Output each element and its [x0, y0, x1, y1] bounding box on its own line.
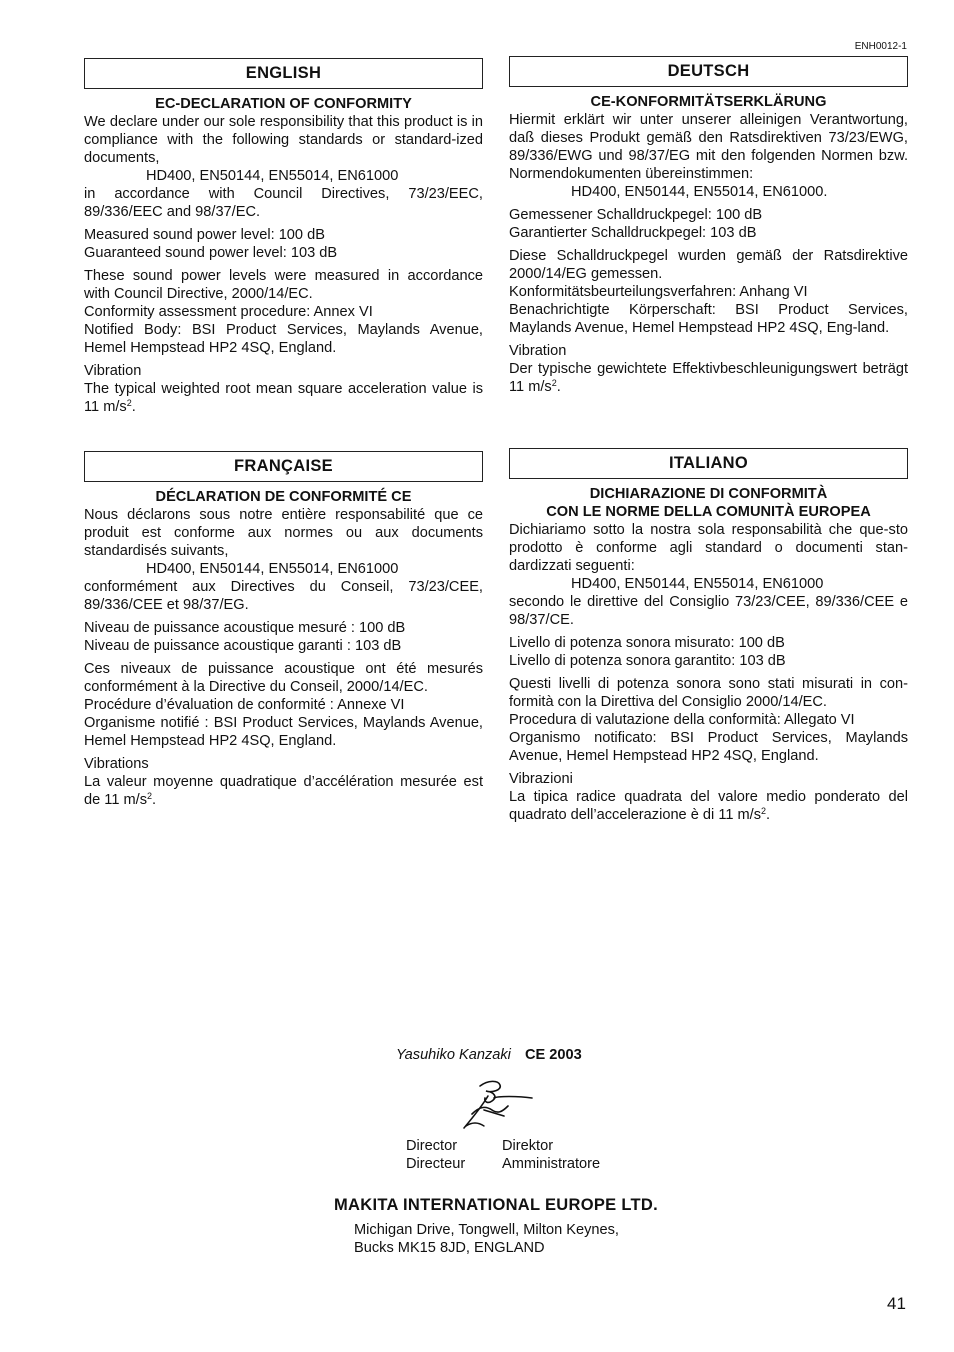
italiano-sup: 2 [761, 806, 767, 816]
address-line-2: Bucks MK15 8JD, ENGLAND [354, 1240, 545, 1256]
deutsch-p9-text: Der typische gewichtete Effektivbeschleunigungswert beträgt 11 m/s [509, 361, 908, 395]
italiano-p9-text: La tipica radice quadrata del valore medio ponderato del quadrato dell’accelerazione è di 11 m/s [509, 789, 908, 823]
francaise-p6: Procédure d’évaluation de conformité : Annexe VI [84, 697, 405, 713]
francaise-p9 [84, 773, 483, 809]
heading-francaise: DÉCLARATION DE CONFORMITÉ CE [155, 489, 412, 505]
italiano-p3: Livello di potenza sonora misurato: 100 dB [509, 635, 785, 651]
english-p9 [84, 380, 483, 416]
francaise-sup: 2 [147, 791, 153, 801]
italiano-p6: Procedura di valutazione della conformità: Allegato VI [509, 712, 855, 728]
italiano-p4: Livello di potenza sonora garantito: 103 dB [509, 653, 786, 669]
italiano-p7: Organismo notificato: BSI Product Services, Maylands Avenue, Hemel Hempstead HP2 4SQ, England. [509, 730, 908, 764]
english-p7: Notified Body: BSI Product Services, Maylands Avenue, Hemel Hempstead HP2 4SQ, England. [84, 322, 483, 356]
address-line-1: Michigan Drive, Tongwell, Milton Keynes, [354, 1222, 619, 1238]
lang-header-francaise: FRANÇAISE [84, 451, 483, 482]
english-p3: Measured sound power level: 100 dB [84, 227, 325, 243]
italiano-p8: Vibrazioni [509, 771, 573, 787]
english-p1: We declare under our sole responsibility that this product is in compliance with the following standards or standard-ized documents, [84, 114, 483, 166]
deutsch-p4: Garantierter Schalldruckpegel: 103 dB [509, 225, 757, 241]
document-id: ENH0012-1 [854, 41, 907, 52]
title-direktor: Direktor [502, 1138, 554, 1154]
deutsch-p7: Benachrichtigte Körperschaft: BSI Product Services, Maylands Avenue, Hemel Hempstead HP2 4SQ, Eng-land. [509, 302, 908, 336]
titles-col-1 [406, 1137, 465, 1173]
handwritten-signature [458, 1076, 534, 1132]
signatory-name: Yasuhiko Kanzaki [396, 1047, 511, 1063]
title-directeur: Directeur [406, 1156, 466, 1172]
heading-italiano-2: CON LE NORME DELLA COMUNITÀ EUROPEA [546, 504, 871, 520]
deutsch-end: . [556, 379, 561, 395]
deutsch-standards: HD400, EN50144, EN55014, EN61000. [571, 184, 828, 200]
italiano-p9 [509, 788, 908, 824]
francaise-p2: conformément aux Directives du Conseil, 73/23/CEE, 89/336/CEE et 98/37/EG. [84, 579, 483, 613]
italiano-p1: Dichiariamo sotto la nostra sola responsabilità che que-sto prodotto è conforme agli standard o documenti stan-dardizzati seguenti: [509, 522, 908, 574]
deutsch-sup: 2 [551, 378, 557, 388]
deutsch-p8: Vibration [509, 343, 567, 359]
italiano-end: . [766, 807, 771, 823]
francaise-p7: Organisme notifié : BSI Product Services, Maylands Avenue, Hemel Hempstead HP2 4SQ, England. [84, 715, 483, 749]
english-sup: 2 [126, 398, 132, 408]
title-director: Director [406, 1138, 458, 1154]
deutsch-p3: Gemessener Schalldruckpegel: 100 dB [509, 207, 763, 223]
italiano-standards: HD400, EN50144, EN55014, EN61000 [571, 576, 824, 592]
deutsch-p1: Hiermit erklärt wir unter unserer alleinigen Verantwortung, daß dieses Produkt gemäß den Ratsdirektiven 73/23/EWG, 89/336/EWG und 98/37/EG mit den folgenden Normen bzw. Normendokumenten übereinstimmen: [509, 112, 908, 182]
company-address [354, 1221, 619, 1257]
francaise-p1: Nous déclarons sous notre entière responsabilité que ce produit est conforme aux normes ou aux documents standardisés suivants, [84, 507, 483, 559]
english-p4: Guaranteed sound power level: 103 dB [84, 245, 338, 261]
section-english [84, 58, 483, 416]
english-p8: Vibration [84, 363, 142, 379]
english-p6: Conformity assessment procedure: Annex VI [84, 304, 373, 320]
francaise-p5: Ces niveaux de puissance acoustique ont été mesurés conformément à la Directive du Conseil, 2000/14/EC. [84, 661, 483, 695]
section-italiano [509, 448, 908, 824]
heading-deutsch: CE-KONFORMITÄTSERKLÄRUNG [590, 94, 827, 110]
deutsch-p6: Konformitätsbeurteilungsverfahren: Anhang VI [509, 284, 808, 300]
titles-col-2 [502, 1137, 600, 1173]
lang-header-english: ENGLISH [84, 58, 483, 89]
english-p5: These sound power levels were measured in accordance with Council Directive, 2000/14/EC. [84, 268, 483, 302]
english-standards: HD400, EN50144, EN55014, EN61000 [146, 168, 399, 184]
company-name: MAKITA INTERNATIONAL EUROPE LTD. [333, 1196, 658, 1214]
deutsch-p9 [509, 360, 908, 396]
lang-header-deutsch: DEUTSCH [509, 56, 908, 87]
francaise-end: . [152, 792, 157, 808]
heading-english: EC-DECLARATION OF CONFORMITY [155, 96, 412, 112]
section-deutsch [509, 56, 908, 396]
lang-header-italiano: ITALIANO [509, 448, 908, 479]
ce-mark-year: CE 2003 [524, 1047, 582, 1063]
signatory-line [396, 1046, 582, 1064]
francaise-p4: Niveau de puissance acoustique garanti : 103 dB [84, 638, 402, 654]
title-amministratore: Amministratore [502, 1156, 601, 1172]
english-p2: in accordance with Council Directives, 73/23/EEC, 89/336/EEC and 98/37/EC. [84, 186, 483, 220]
francaise-standards: HD400, EN50144, EN55014, EN61000 [146, 561, 399, 577]
francaise-p8: Vibrations [84, 756, 149, 772]
italiano-p2: secondo le direttive del Consiglio 73/23/CEE, 89/336/CEE e 98/37/CE. [509, 594, 908, 628]
section-francaise [84, 451, 483, 809]
page-number: 41 [887, 1294, 906, 1313]
francaise-p9-text: La valeur moyenne quadratique d’accélération mesurée est de 11 m/s [84, 774, 483, 808]
heading-italiano-1: DICHIARAZIONE DI CONFORMITÀ [589, 486, 828, 502]
deutsch-p5: Diese Schalldruckpegel wurden gemäß der Ratsdirektive 2000/14/EG gemessen. [509, 248, 908, 282]
english-end: . [131, 399, 136, 415]
italiano-p5: Questi livelli di potenza sonora sono stati misurati in con-formità con la Direttiva del Consiglio 2000/14/EC. [509, 676, 908, 710]
francaise-p3: Niveau de puissance acoustique mesuré : 100 dB [84, 620, 406, 636]
english-p9-text: The typical weighted root mean square acceleration value is 11 m/s [84, 381, 483, 415]
